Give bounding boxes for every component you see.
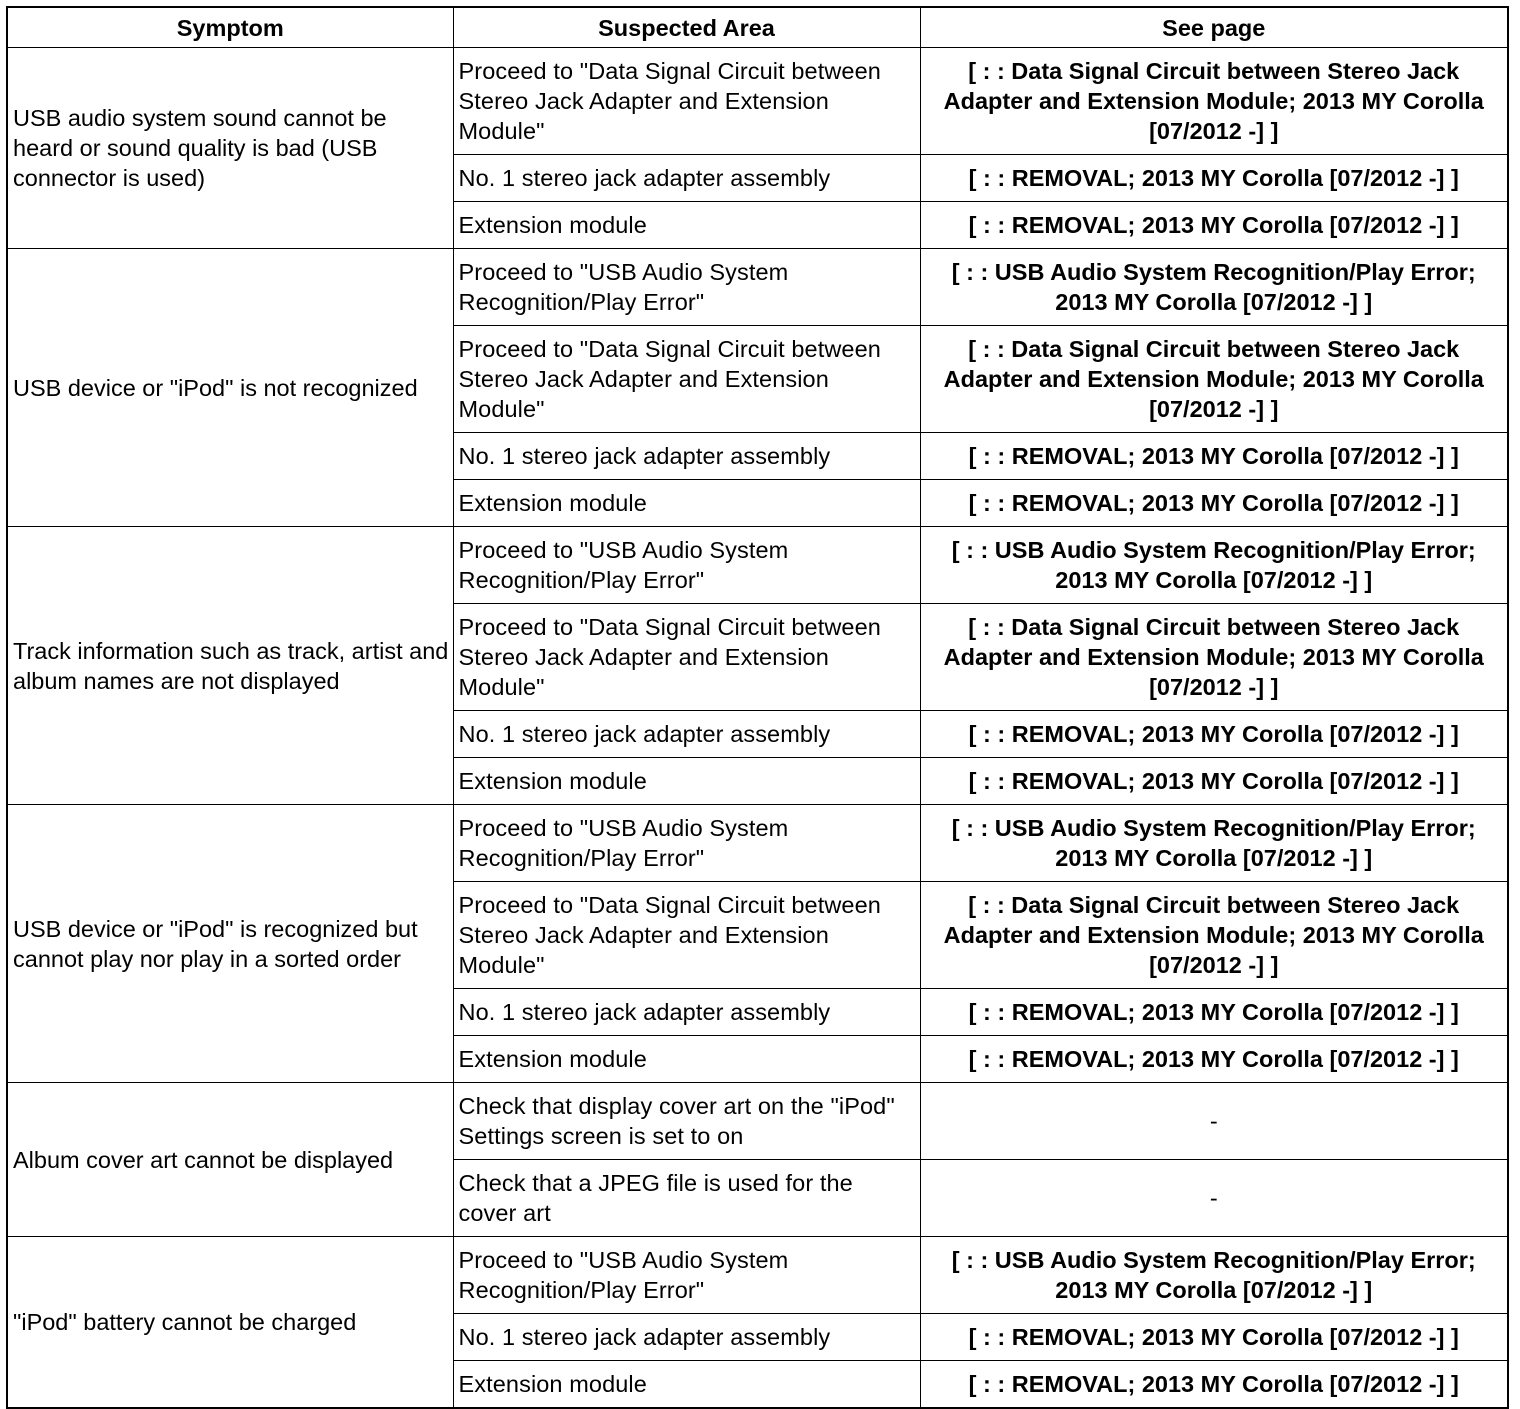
see-page-value: - (920, 1160, 1508, 1237)
see-page-link[interactable]: [ : : REMOVAL; 2013 MY Corolla [07/2012 -] ] (920, 202, 1508, 249)
see-page-value: - (920, 1083, 1508, 1160)
see-page-link[interactable]: [ : : REMOVAL; 2013 MY Corolla [07/2012 -] ] (920, 433, 1508, 480)
see-page-link[interactable]: [ : : USB Audio System Recognition/Play Error; 2013 MY Corolla [07/2012 -] ] (920, 249, 1508, 326)
symptom-cell: Album cover art cannot be displayed (7, 1083, 453, 1237)
symptom-cell: USB device or "iPod" is not recognized (7, 249, 453, 527)
suspected-area-cell: Check that display cover art on the "iPod" Settings screen is set to on (453, 1083, 920, 1160)
suspected-area-cell: Extension module (453, 1036, 920, 1083)
see-page-link[interactable]: [ : : USB Audio System Recognition/Play Error; 2013 MY Corolla [07/2012 -] ] (920, 527, 1508, 604)
symptom-cell: Track information such as track, artist and album names are not displayed (7, 527, 453, 805)
suspected-area-cell: Extension module (453, 202, 920, 249)
table-row (7, 805, 1508, 882)
suspected-area-cell: No. 1 stereo jack adapter assembly (453, 1314, 920, 1361)
see-page-link[interactable]: [ : : USB Audio System Recognition/Play Error; 2013 MY Corolla [07/2012 -] ] (920, 1237, 1508, 1314)
table-row (7, 1237, 1508, 1314)
suspected-area-cell: Proceed to "Data Signal Circuit between Stereo Jack Adapter and Extension Module" (453, 48, 920, 155)
suspected-area-cell: Proceed to "USB Audio System Recognition/Play Error" (453, 527, 920, 604)
suspected-area-cell: No. 1 stereo jack adapter assembly (453, 155, 920, 202)
suspected-area-cell: No. 1 stereo jack adapter assembly (453, 433, 920, 480)
see-page-link[interactable]: [ : : USB Audio System Recognition/Play Error; 2013 MY Corolla [07/2012 -] ] (920, 805, 1508, 882)
suspected-area-cell: Extension module (453, 758, 920, 805)
see-page-link[interactable]: [ : : Data Signal Circuit between Stereo Jack Adapter and Extension Module; 2013 MY Corolla [07/2012 -] ] (920, 882, 1508, 989)
suspected-area-cell: Proceed to "USB Audio System Recognition/Play Error" (453, 1237, 920, 1314)
see-page-link[interactable]: [ : : REMOVAL; 2013 MY Corolla [07/2012 -] ] (920, 1361, 1508, 1409)
suspected-area-cell: Proceed to "Data Signal Circuit between Stereo Jack Adapter and Extension Module" (453, 882, 920, 989)
suspected-area-cell: Proceed to "Data Signal Circuit between Stereo Jack Adapter and Extension Module" (453, 326, 920, 433)
see-page-link[interactable]: [ : : Data Signal Circuit between Stereo Jack Adapter and Extension Module; 2013 MY Corolla [07/2012 -] ] (920, 48, 1508, 155)
table-row (7, 527, 1508, 604)
header-suspected-area: Suspected Area (453, 7, 920, 48)
see-page-link[interactable]: [ : : REMOVAL; 2013 MY Corolla [07/2012 -] ] (920, 155, 1508, 202)
see-page-link[interactable]: [ : : Data Signal Circuit between Stereo Jack Adapter and Extension Module; 2013 MY Corolla [07/2012 -] ] (920, 326, 1508, 433)
problem-symptoms-table (6, 6, 1509, 1409)
table-row (7, 48, 1508, 155)
suspected-area-cell: Proceed to "USB Audio System Recognition/Play Error" (453, 805, 920, 882)
table-row (7, 1083, 1508, 1160)
symptom-cell: USB device or "iPod" is recognized but cannot play nor play in a sorted order (7, 805, 453, 1083)
see-page-link[interactable]: [ : : REMOVAL; 2013 MY Corolla [07/2012 -] ] (920, 758, 1508, 805)
see-page-link[interactable]: [ : : REMOVAL; 2013 MY Corolla [07/2012 -] ] (920, 1036, 1508, 1083)
header-symptom: Symptom (7, 7, 453, 48)
suspected-area-cell: Extension module (453, 1361, 920, 1409)
suspected-area-cell: Check that a JPEG file is used for the cover art (453, 1160, 920, 1237)
header-row (7, 7, 1508, 48)
suspected-area-cell: Extension module (453, 480, 920, 527)
see-page-link[interactable]: [ : : REMOVAL; 2013 MY Corolla [07/2012 -] ] (920, 1314, 1508, 1361)
see-page-link[interactable]: [ : : REMOVAL; 2013 MY Corolla [07/2012 -] ] (920, 480, 1508, 527)
symptom-cell: "iPod" battery cannot be charged (7, 1237, 453, 1409)
suspected-area-cell: No. 1 stereo jack adapter assembly (453, 711, 920, 758)
table-row (7, 249, 1508, 326)
suspected-area-cell: Proceed to "Data Signal Circuit between Stereo Jack Adapter and Extension Module" (453, 604, 920, 711)
header-see-page: See page (920, 7, 1508, 48)
suspected-area-cell: Proceed to "USB Audio System Recognition/Play Error" (453, 249, 920, 326)
see-page-link[interactable]: [ : : Data Signal Circuit between Stereo Jack Adapter and Extension Module; 2013 MY Corolla [07/2012 -] ] (920, 604, 1508, 711)
symptom-cell: USB audio system sound cannot be heard or sound quality is bad (USB connector is used) (7, 48, 453, 249)
see-page-link[interactable]: [ : : REMOVAL; 2013 MY Corolla [07/2012 -] ] (920, 989, 1508, 1036)
see-page-link[interactable]: [ : : REMOVAL; 2013 MY Corolla [07/2012 -] ] (920, 711, 1508, 758)
suspected-area-cell: No. 1 stereo jack adapter assembly (453, 989, 920, 1036)
